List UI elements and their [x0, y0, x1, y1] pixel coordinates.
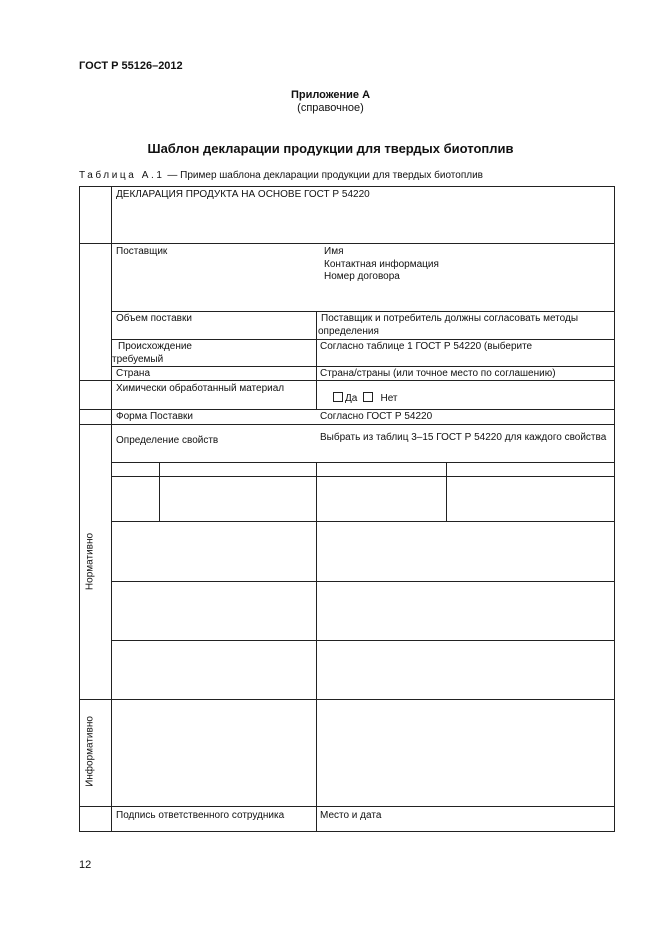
side-column-divider: [111, 186, 112, 832]
checkbox-yes[interactable]: [333, 392, 343, 402]
signature-label: Подпись ответственного сотрудника: [116, 810, 285, 821]
place-date-label: Место и дата: [320, 810, 382, 821]
mid-column-divider: [316, 462, 317, 832]
chemical-options: [333, 392, 398, 406]
row-line: [111, 640, 615, 641]
table-border-top: [79, 186, 615, 187]
table-border-left: [79, 186, 80, 832]
supplier-name-field: Имя: [324, 246, 344, 257]
volume-label: Объем поставки: [116, 313, 192, 324]
checkbox-no[interactable]: [363, 392, 373, 402]
page-number: 12: [79, 859, 92, 871]
row-line: [111, 366, 615, 367]
table-border-bottom: [79, 831, 615, 832]
declaration-title: ДЕКЛАРАЦИЯ ПРОДУКТА НА ОСНОВЕ ГОСТ Р 54220: [116, 189, 370, 200]
row-line: [79, 243, 615, 244]
row-line: [79, 424, 615, 425]
supplier-label: Поставщик: [116, 246, 168, 257]
subgrid-divider: [446, 462, 447, 521]
origin-label: Происхождение требуемый: [112, 341, 192, 365]
country-label: Страна: [116, 368, 151, 379]
side-label-normative: Нормативно: [84, 532, 96, 591]
table-caption-text: — Пример шаблона декларации продукции для твердых биотоплив: [164, 170, 483, 181]
properties-label: Определение свойств: [116, 435, 219, 446]
document-title: Шаблон декларации продукции для твердых биотоплив: [147, 141, 514, 156]
volume-value: Поставщик и потребитель должны согласовать методы определения: [318, 313, 579, 337]
mid-column-divider: [316, 311, 317, 409]
appendix-subtitle: (справочное): [297, 102, 364, 114]
row-line: [79, 409, 615, 410]
side-label-informative: Информативно: [84, 716, 96, 787]
supplier-contract-field: Номер договора: [324, 271, 400, 282]
properties-value: Выбрать из таблиц 3–15 ГОСТ Р 54220 для каждого свойства: [320, 432, 607, 443]
row-line: [111, 581, 615, 582]
supplier-contact-field: Контактная информация: [324, 259, 439, 270]
row-line: [111, 311, 615, 312]
row-line: [111, 476, 615, 477]
row-line: [111, 521, 615, 522]
row-line: [79, 699, 615, 700]
appendix-title: Приложение А: [290, 89, 371, 101]
row-line: [111, 339, 615, 340]
chemical-label: Химически обработанный материал: [116, 383, 285, 394]
row-line: [79, 806, 615, 807]
chemical-no-label: Нет: [380, 393, 398, 404]
form-value: Согласно ГОСТ Р 54220: [320, 411, 433, 422]
row-line: [111, 462, 615, 463]
origin-value: Согласно таблице 1 ГОСТ Р 54220 (выберите: [320, 341, 533, 352]
country-value: Страна/страны (или точное место по соглашению): [320, 368, 556, 379]
table-caption: [79, 170, 483, 181]
form-label: Форма Поставки: [116, 411, 193, 422]
table-border-right: [614, 186, 615, 832]
table-caption-label: Таблица А.1: [79, 170, 165, 181]
chemical-yes-label: Да: [345, 393, 358, 404]
standard-code: ГОСТ Р 55126–2012: [79, 60, 183, 72]
subgrid-divider: [159, 462, 160, 521]
